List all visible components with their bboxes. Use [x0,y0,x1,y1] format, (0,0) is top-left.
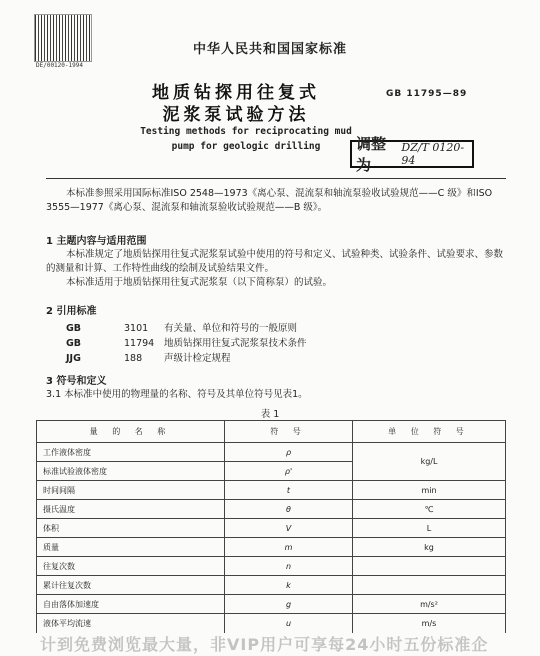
quantity-symbol: ρ' [225,462,353,481]
reference-title: 有关量、单位和符号的一般原则 [164,323,298,334]
table-row [37,614,506,633]
quantity-symbol: V [225,519,353,538]
reference-code: JJG [66,353,81,364]
unit-symbol: kg/L [353,443,506,481]
quantity-symbol: u [225,614,353,633]
header-symbol: 符 号 [225,421,353,443]
title-en-line1: Testing methods for reciprocating mud [140,126,352,137]
reference-title: 声级计检定规程 [164,353,231,364]
table-row [37,557,506,576]
quantity-name: 往复次数 [37,557,225,576]
section2-heading: 2 引用标准 [46,306,97,317]
reference-number: 188 [124,353,143,364]
national-standard-label: 中华人民共和国国家标准 [192,42,347,57]
table-row [37,519,506,538]
watermark-banner: 计到免费浏览最大量，非VIP用户可享每24小时五份标准企 [40,635,489,654]
section3-heading: 3 符号和定义 [46,376,107,387]
reference-item [66,335,307,349]
table-row [37,576,506,595]
quantity-name: 工作液体密度 [37,443,225,462]
quantity-symbol: t [225,481,353,500]
table-row [37,481,506,500]
table-row [37,443,506,462]
quantity-symbol: k [225,576,353,595]
barcode-number: DE/00120-1994 [36,62,83,69]
table-row [37,538,506,557]
title-en-line2: pump for geologic drilling [171,141,321,152]
reference-number: 3101 [124,323,149,334]
reference-item [66,350,231,364]
unit-symbol: L [353,519,506,538]
reference-number: 11794 [124,338,155,349]
standard-code: GB 11795—89 [386,89,468,99]
quantity-symbol: m [225,538,353,557]
quantity-name: 自由落体加速度 [37,595,225,614]
adjust-label: 调整为 [356,135,387,174]
reference-title: 地质钻探用往复式泥浆泵技术条件 [164,338,307,349]
unit-symbol: kg [353,538,506,557]
title-cn-line2: 泥浆泵试验方法 [162,105,310,125]
intro-paragraph: 本标准参照采用国际标准ISO 2548—1973《离心泵、混流泵和轴流泵验收试验规范——C 级》和ISO 3555—1977《离心泵、混流泵和轴流泵验收试验规范——B 级》。 [46,188,493,213]
table-header-row [37,421,506,443]
section1-para2: 本标准适用于地质钻探用往复式泥浆泵（以下简称泵）的试验。 [66,277,333,288]
unit-symbol [353,576,506,595]
table-row [37,500,506,519]
adjust-stamp [350,135,474,174]
adjust-code: DZ/T 0120-94 [401,141,465,167]
header-quantity-name: 量 的 名 称 [37,421,225,443]
quantity-name: 体积 [37,519,225,538]
unit-symbol: min [353,481,506,500]
unit-symbol: m/s² [353,595,506,614]
symbols-table [36,420,506,633]
section1-para1: 本标准规定了地质钻探用往复式泥浆泵试验中使用的符号和定义、试验种类、试验条件、试验要求、参数的测量和计算、工作特性曲线的绘制及试验结果文件。 [46,249,504,274]
unit-symbol: ℃ [353,500,506,519]
quantity-name: 标准试验液体密度 [37,462,225,481]
header-unit: 单 位 符 号 [353,421,506,443]
quantity-name: 时间间隔 [37,481,225,500]
quantity-symbol: n [225,557,353,576]
quantity-symbol: g [225,595,353,614]
quantity-name: 液体平均流速 [37,614,225,633]
reference-code: GB [66,323,82,334]
reference-code: GB [66,338,82,349]
reference-item [66,320,297,334]
table-row [37,595,506,614]
quantity-name: 摄氏温度 [37,500,225,519]
header-rule [46,178,506,179]
unit-symbol: m/s [353,614,506,633]
section3-subclause: 3.1 本标准中使用的物理量的名称、符号及其单位符号见表1。 [46,389,308,400]
quantity-symbol: θ [225,500,353,519]
table-caption: 表 1 [260,409,280,420]
quantity-symbol: ρ [225,443,353,462]
unit-symbol [353,557,506,576]
section1-heading: 1 主题内容与适用范围 [46,236,147,247]
title-cn-line1: 地质钻探用往复式 [152,83,320,103]
quantity-name: 累计往复次数 [37,576,225,595]
quantity-name: 质量 [37,538,225,557]
